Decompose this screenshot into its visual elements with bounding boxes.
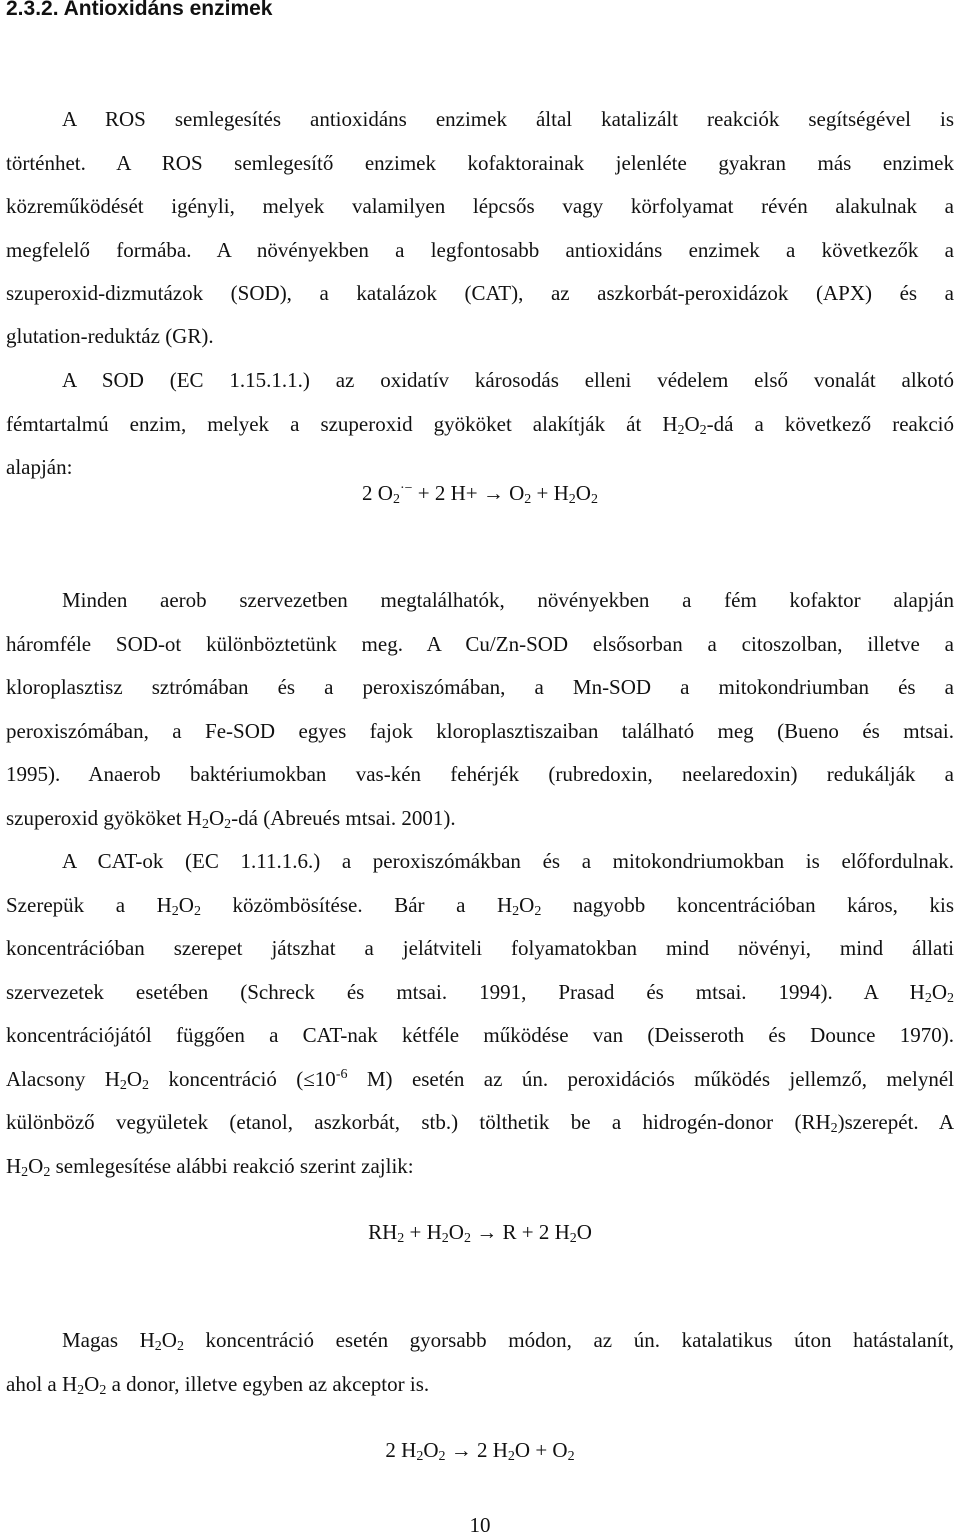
text-line: különböző vegyületek (etanol, aszkorbát, stb.) tölthetik be a hidrogén-donor $(RH_2)szerepét$. A (6, 1110, 954, 1136)
text-line: glutation-reduktáz (GR). (6, 324, 214, 348)
text-line: A CAT-ok (EC 1.11.1.6.) a peroxiszómákban és a mitokondriumokban is előfordulnak. (62, 849, 954, 873)
page-number: 10 (469, 1513, 491, 1537)
text-line: történhet. A ROS semlegesítő enzimek kofaktorainak jelenléte gyakran más enzimek (6, 151, 954, 175)
text-line: Magas $H_2O_2$ koncentráció esetén gyorsabb módon, az ún. katalatikus úton hatástalanít, (62, 1328, 954, 1354)
equation-sod: 2 $O_2^{\cdot-} + 2$ $H+ \to O_2 + H_2O_2$ (362, 481, 598, 507)
text-line: koncentrációban szerepet játszhat a jelátviteli folyamatokban mind növényi, mind állati (6, 936, 954, 960)
text-line: peroxiszómában, a Fe-SOD egyes fajok kloroplasztiszaiban található meg (Bueno és mtsai. (6, 719, 954, 743)
text-line: $H_2O_2$ semlegesítése alábbi reakció szerint zajlik: (6, 1154, 414, 1180)
text-line: szervezetek esetében (Schreck és mtsai. 1991, Prasad és mtsai. 1994). A $H_2O_2$ (6, 980, 954, 1006)
text-line: 1995). Anaerob baktériumokban vas-kén fehérjék (rubredoxin, neelaredoxin) redukálják a (6, 762, 954, 786)
text-line: Alacsony $H_2O_2$ koncentráció ($\le 10^{-6}$ M) esetén az ún. peroxidációs működés jellemző, melynél (6, 1067, 954, 1093)
text-line: alapján: (6, 455, 73, 479)
text-line: háromféle SOD-ot különböztetünk meg. A Cu/Zn-SOD elsősorban a citoszolban, illetve a (6, 632, 954, 656)
text-line: szuperoxid-dizmutázok (SOD), a katalázok (CAT), az aszkorbát-peroxidázok (APX) és a (6, 281, 954, 305)
text-line: A SOD (EC 1.15.1.1.) az oxidatív károsodás elleni védelem első vonalát alkotó (62, 368, 954, 392)
text-line: megfelelő formába. A növényekben a legfontosabb antioxidáns enzimek a következők a (6, 238, 954, 262)
text-line: szuperoxid gyököket $H_2O_2-dá$ (Abreués mtsai. 2001). (6, 806, 456, 832)
text-line: kloroplasztisz sztrómában és a peroxiszómában, a Mn-SOD a mitokondriumban és a (6, 675, 954, 699)
text-line: ahol a $H_2O_2$ a donor, illetve egyben az akceptor is. (6, 1372, 430, 1398)
text-line: Minden aerob szervezetben megtalálhatók, növényekben a fém kofaktor alapján (62, 588, 954, 612)
section-heading: 2.3.2. Antioxidáns enzimek (6, 0, 273, 20)
text-line: A ROS semlegesítés antioxidáns enzimek által katalizált reakciók segítségével is (62, 107, 954, 131)
equation-catalatic: 2 $H_2O_2 \to 2$ $H_2O + O_2$ (385, 1438, 575, 1464)
text-line: fémtartalmú enzim, melyek a szuperoxid gyököket alakítják át $H_2O_2-dá$ a következő reakció (6, 412, 954, 438)
text-line: koncentrációjától függően a CAT-nak kétféle működése van (Deisseroth és Dounce 1970). (6, 1023, 954, 1047)
text-line: közreműködését igényli, melyek valamilyen lépcsős vagy körfolyamat révén alakulnak a (6, 194, 954, 218)
text-line: Szerepük a $H_2O_2$ közömbösítése. Bár a $H_2O_2$ nagyobb koncentrációban káros, kis (6, 893, 954, 919)
equation-peroxidation: $RH_2 + H_2O_2 \to R + 2$ $H_2O$ (368, 1220, 592, 1246)
